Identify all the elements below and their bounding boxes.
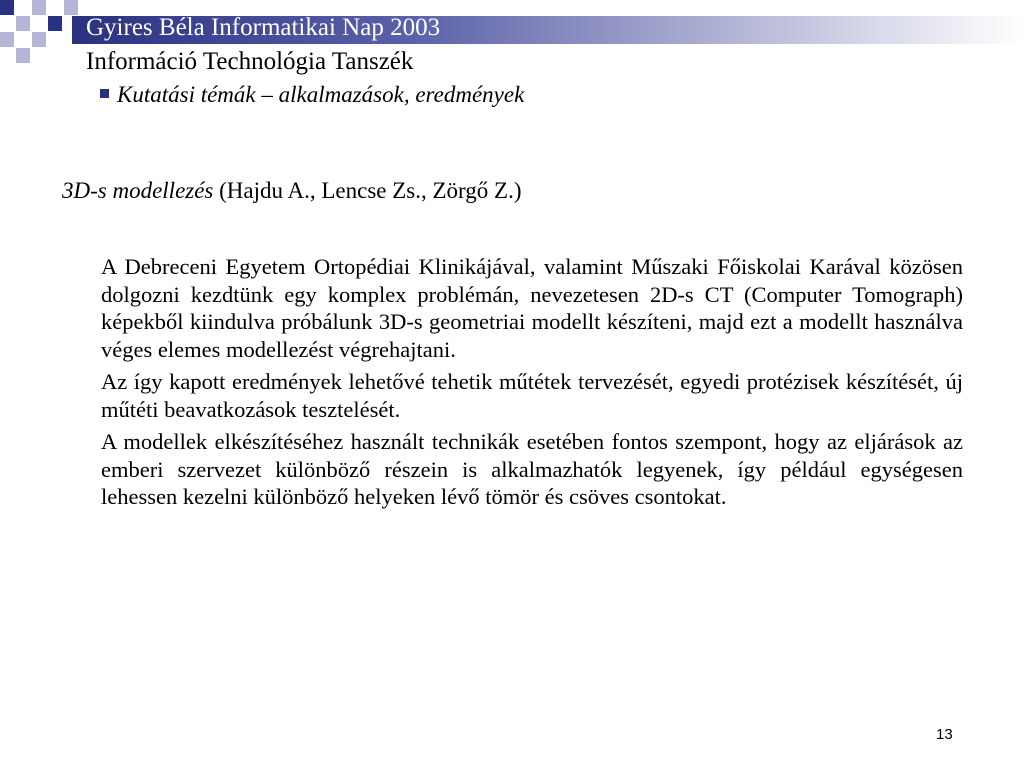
square-bullet-icon — [100, 89, 109, 98]
paragraph: A Debreceni Egyetem Ortopédiai Klinikájával, valamint Műszaki Főiskolai Karával közösen dolgozni kezdtünk egy komplex problémán, nevezetesen 2D-s CT (Computer Tomograph) képekből kiindulva próbálunk 3D-s geometriai modellt készíteni, majd ezt a modellt használva véges elemes modellezést végrehajtani. — [101, 254, 963, 362]
decor-square — [16, 48, 30, 63]
paragraph: Az így kapott eredmények lehetővé tehetik műtétek tervezését, egyedi protézisek készítését, új műtéti beavatkozások tesztelését. — [101, 369, 963, 422]
bullet-heading — [100, 82, 524, 108]
decor-square — [32, 0, 46, 15]
decor-square — [0, 0, 14, 15]
corner-squares-decoration — [0, 0, 80, 65]
decor-square — [32, 32, 46, 47]
bullet-heading-text: Kutatási témák – alkalmazások, eredmények — [117, 82, 525, 107]
decor-square — [48, 16, 62, 31]
decor-square — [16, 16, 30, 31]
decor-square — [64, 0, 78, 15]
page-number: 13 — [936, 726, 953, 743]
paragraph: A modellek elkészítéséhez használt technikák esetében fontos szempont, hogy az eljárások az emberi szervezet különböző részein is alkalmazhatók legyenek, így például egységesen lehessen kezelni különböző helyeken lévő tömör és csöves csontokat. — [101, 429, 963, 509]
section-authors: (Hajdu A., Lencse Zs., Zörgő Z.) — [213, 178, 522, 203]
slide-title: Gyires Béla Informatikai Nap 2003 — [86, 14, 441, 41]
section-title: 3D-s modellezés — [62, 178, 214, 203]
body-text — [101, 253, 963, 516]
slide-subtitle: Információ Technológia Tanszék — [86, 48, 414, 75]
section-heading — [62, 178, 521, 204]
decor-square — [0, 32, 14, 47]
